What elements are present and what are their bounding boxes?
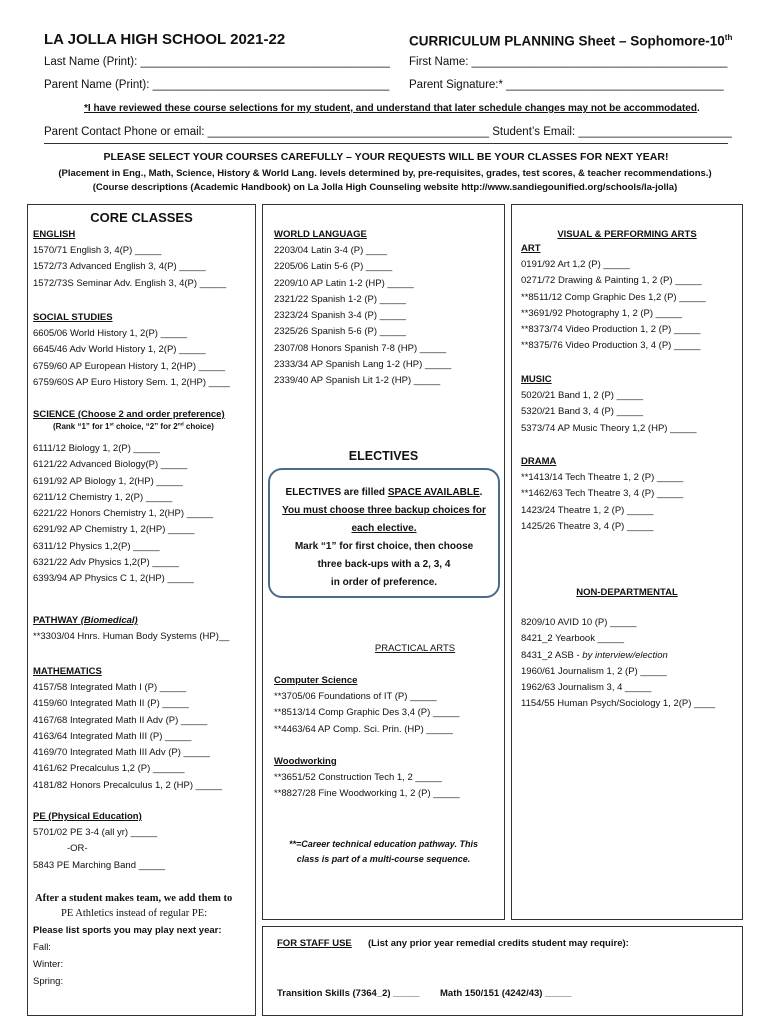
list-item[interactable]: 1572/73 Advanced English 3, 4(P) _____ — [33, 261, 206, 273]
vpa-heading: VISUAL & PERFORMING ARTS — [557, 229, 697, 240]
list-item[interactable]: 6393/94 AP Physics C 1, 2(HP) _____ — [33, 573, 194, 585]
list-item[interactable]: 8431_2 ASB - by interview/election — [521, 649, 668, 661]
woodworking-heading: Woodworking — [274, 756, 337, 767]
transition-skills-field[interactable]: Transition Skills (7364_2) _____ — [277, 988, 420, 999]
review-note: *I have reviewed these course selections for my student, and understand that later schedule changes may not be accommodated. — [84, 103, 700, 114]
staff-note: (List any prior year remedial credits student may require): — [368, 938, 629, 949]
list-item[interactable]: 6759/60S AP Euro History Sem. 1, 2(HP) ____ — [33, 376, 230, 388]
list-item[interactable]: 2209/10 AP Latin 1-2 (HP) _____ — [274, 277, 414, 289]
non-departmental-section — [521, 615, 715, 713]
divider — [44, 143, 728, 144]
world-language-heading: WORLD LANGUAGE — [274, 229, 367, 240]
descriptions-note: (Course descriptions (Academic Handbook) on La Jolla High Counseling website http://www.sandiegounified.org/schools/la-jolla) — [92, 182, 678, 193]
list-item[interactable]: 6121/22 Advanced Biology(P) _____ — [33, 459, 188, 471]
list-item[interactable]: 1960/61 Journalism 1, 2 (P) _____ — [521, 665, 667, 677]
list-item[interactable]: 2321/22 Spanish 1-2 (P) _____ — [274, 293, 407, 305]
staff-heading: FOR STAFF USE — [277, 938, 352, 949]
list-item[interactable]: 6645/46 Adv World History 1, 2(P) _____ — [33, 344, 206, 356]
list-item[interactable]: 5020/21 Band 1, 2 (P) _____ — [521, 390, 644, 401]
list-item[interactable]: 4163/64 Integrated Math III (P) _____ — [33, 730, 192, 742]
list-item[interactable]: **3651/52 Construction Tech 1, 2 _____ — [274, 772, 442, 783]
list-item[interactable]: 2323/24 Spanish 3-4 (P) _____ — [274, 310, 407, 322]
list-item[interactable]: 4159/60 Integrated Math II (P) _____ — [33, 698, 189, 710]
list-item[interactable]: 6191/92 AP Biology 1, 2(HP) _____ — [33, 475, 183, 487]
list-item[interactable]: 1570/71 English 3, 4(P) _____ — [33, 245, 162, 256]
list-item[interactable]: **3303/04 Hnrs. Human Body Systems (HP)__ — [33, 631, 230, 642]
or-label: -OR- — [67, 843, 88, 855]
select-notice: PLEASE SELECT YOUR COURSES CAREFULLY – YOUR REQUESTS WILL BE YOUR CLASSES FOR NEXT YEAR! — [103, 151, 669, 163]
list-item[interactable]: 6111/12 Biology 1, 2(P) _____ — [33, 443, 160, 454]
athletics-line2: PE Athletics instead of regular PE: — [61, 908, 208, 919]
list-item[interactable]: 6211/12 Chemistry 1, 2(P) _____ — [33, 491, 173, 503]
parent-signature-field[interactable]: Parent Signature:* __________________________________ — [409, 79, 724, 91]
pe-section — [33, 811, 165, 874]
pe-heading: PE (Physical Education) — [33, 811, 142, 822]
art-heading: ART — [521, 243, 541, 254]
list-item[interactable]: 6759/60 AP European History 1, 2(HP) _____ — [33, 360, 226, 372]
list-item[interactable]: 2307/08 Honors Spanish 7-8 (HP) _____ — [274, 342, 447, 354]
list-item[interactable]: **8511/12 Comp Graphic Des 1,2 (P) _____ — [521, 291, 706, 303]
world-language-section — [274, 229, 451, 390]
non-departmental-heading: NON-DEPARTMENTAL — [576, 587, 678, 598]
list-item[interactable]: 0271/72 Drawing & Painting 1, 2 (P) _____ — [521, 275, 702, 287]
placement-note: (Placement in Eng., Math, Science, History & World Lang. levels determined by, pre-requisites, grades, test scores, & teacher recommendations.) — [58, 168, 712, 179]
social-studies-heading: SOCIAL STUDIES — [33, 312, 113, 323]
cte-note: **=Career technical education pathway. This class is part of a multi-course sequence. — [289, 839, 478, 864]
computer-science-heading: Computer Science — [274, 675, 358, 686]
woodworking-section — [274, 756, 460, 803]
list-item[interactable]: 5373/74 AP Music Theory 1,2 (HP) _____ — [521, 422, 697, 434]
list-item[interactable]: 6221/22 Honors Chemistry 1, 2(HP) _____ — [33, 508, 214, 520]
list-item[interactable]: **3705/06 Foundations of IT (P) _____ — [274, 691, 437, 702]
social-studies-section — [33, 312, 230, 391]
science-heading: SCIENCE (Choose 2 and order preference) — [33, 409, 225, 420]
electives-heading: ELECTIVES — [348, 449, 419, 463]
list-item[interactable]: 0191/92 Art 1,2 (P) _____ — [521, 259, 630, 270]
list-item[interactable]: 1423/24 Theatre 1, 2 (P) _____ — [521, 504, 654, 516]
list-item[interactable]: 4181/82 Honors Precalculus 1, 2 (HP) _____ — [33, 779, 223, 791]
school-title: LA JOLLA HIGH SCHOOL 2021-22 — [44, 31, 286, 48]
english-section — [33, 229, 226, 292]
list-item[interactable]: 6321/22 Adv Physics 1,2(P) _____ — [33, 557, 179, 569]
contact-field[interactable]: Parent Contact Phone or email: ____________________________________________ Student’s Email: ________________________ — [44, 126, 732, 138]
last-name-field[interactable]: Last Name (Print): _______________________________________ — [44, 56, 390, 68]
list-item[interactable]: 2325/26 Spanish 5-6 (P) _____ — [274, 326, 407, 338]
electives-callout — [268, 468, 500, 598]
art-section — [521, 243, 706, 355]
parent-name-field[interactable]: Parent Name (Print): _____________________________________ — [44, 79, 390, 91]
math-remedial-field[interactable]: Math 150/151 (4242/43) _____ — [440, 988, 572, 999]
english-heading: ENGLISH — [33, 229, 76, 240]
winter-field[interactable]: Winter: — [33, 959, 64, 970]
list-item[interactable]: **8827/28 Fine Woodworking 1, 2 (P) _____ — [274, 788, 460, 800]
list-item[interactable]: 1425/26 Theatre 3, 4 (P) _____ — [521, 520, 654, 532]
list-item[interactable]: **1413/14 Tech Theatre 1, 2 (P) _____ — [521, 472, 684, 483]
list-item[interactable]: 2333/34 AP Spanish Lang 1-2 (HP) _____ — [274, 359, 452, 371]
athletics-line3: Please list sports you may play next year: — [33, 925, 222, 936]
fall-field[interactable]: Fall: — [33, 942, 51, 953]
first-name-field[interactable]: First Name: ________________________________________ — [409, 56, 728, 68]
pathway-section — [33, 615, 229, 645]
list-item[interactable]: **8513/14 Comp Graphic Des 3,4 (P) _____ — [274, 707, 460, 719]
list-item[interactable]: 4167/68 Integrated Math II Adv (P) _____ — [33, 714, 208, 726]
list-item[interactable]: 4169/70 Integrated Math III Adv (P) _____ — [33, 747, 210, 759]
list-item[interactable]: **4463/64 AP Comp. Sci. Prin. (HP) _____ — [274, 723, 453, 735]
list-item[interactable]: 1154/55 Human Psych/Sociology 1, 2(P) ____ — [521, 698, 716, 710]
list-item[interactable]: **3691/92 Photography 1, 2 (P) _____ — [521, 307, 683, 319]
drama-heading: DRAMA — [521, 456, 557, 467]
science-rank-note: (Rank “1” for 1st choice, “2” for 2nd choice) — [53, 422, 214, 431]
list-item[interactable]: 1962/63 Journalism 3, 4 _____ — [521, 682, 652, 694]
list-item[interactable]: **8375/76 Video Production 3, 4 (P) _____ — [521, 340, 701, 352]
list-item[interactable]: 5320/21 Band 3, 4 (P) _____ — [521, 406, 644, 418]
list-item[interactable]: 4157/58 Integrated Math I (P) _____ — [33, 682, 187, 693]
list-item[interactable]: **8373/74 Video Production 1, 2 (P) _____ — [521, 324, 701, 336]
sheet-title: CURRICULUM PLANNING Sheet – Sophomore-10th — [409, 33, 733, 49]
core-title: CORE CLASSES — [90, 210, 193, 225]
list-item[interactable]: 1572/73S Seminar Adv. English 3, 4(P) _____ — [33, 277, 227, 289]
math-section — [33, 666, 222, 794]
electives-text: ELECTIVES are filled SPACE AVAILABLE. You must choose three backup choices for each elective. Mark “1” for first choice, then choose three back-ups with a 2, 3, 4 in order of preference. — [282, 487, 486, 588]
list-item[interactable]: 6605/06 World History 1, 2(P) _____ — [33, 328, 188, 339]
computer-science-section — [274, 675, 459, 738]
list-item[interactable]: 2339/40 AP Spanish Lit 1-2 (HP) _____ — [274, 375, 441, 387]
practical-arts-heading: PRACTICAL ARTS — [374, 643, 456, 654]
athletics-line1: After a student makes team, we add them to — [35, 893, 233, 904]
list-item[interactable]: 6291/92 AP Chemistry 1, 2(HP) _____ — [33, 524, 195, 536]
spring-field[interactable]: Spring: — [33, 976, 64, 987]
list-item[interactable]: 6311/12 Physics 1,2(P) _____ — [33, 540, 160, 552]
music-section — [521, 374, 697, 437]
pathway-heading: PATHWAY (Biomedical) — [33, 615, 138, 626]
drama-section — [521, 456, 683, 535]
list-item[interactable]: 5701/02 PE 3-4 (all yr) _____ — [33, 827, 158, 838]
list-item[interactable]: 2203/04 Latin 3-4 (P) ____ — [274, 245, 388, 256]
list-item[interactable]: 8209/10 AVID 10 (P) _____ — [521, 617, 637, 628]
list-item[interactable]: 8421_2 Yearbook _____ — [521, 633, 625, 645]
list-item[interactable]: 5843 PE Marching Band _____ — [33, 859, 166, 871]
list-item[interactable]: 4161/62 Precalculus 1,2 (P) ______ — [33, 763, 185, 775]
music-heading: MUSIC — [521, 374, 552, 385]
list-item[interactable]: 2205/06 Latin 5-6 (P) _____ — [274, 261, 393, 273]
math-heading: MATHEMATICS — [33, 666, 102, 677]
science-section — [33, 409, 225, 588]
list-item[interactable]: **1462/63 Tech Theatre 3, 4 (P) _____ — [521, 488, 684, 500]
